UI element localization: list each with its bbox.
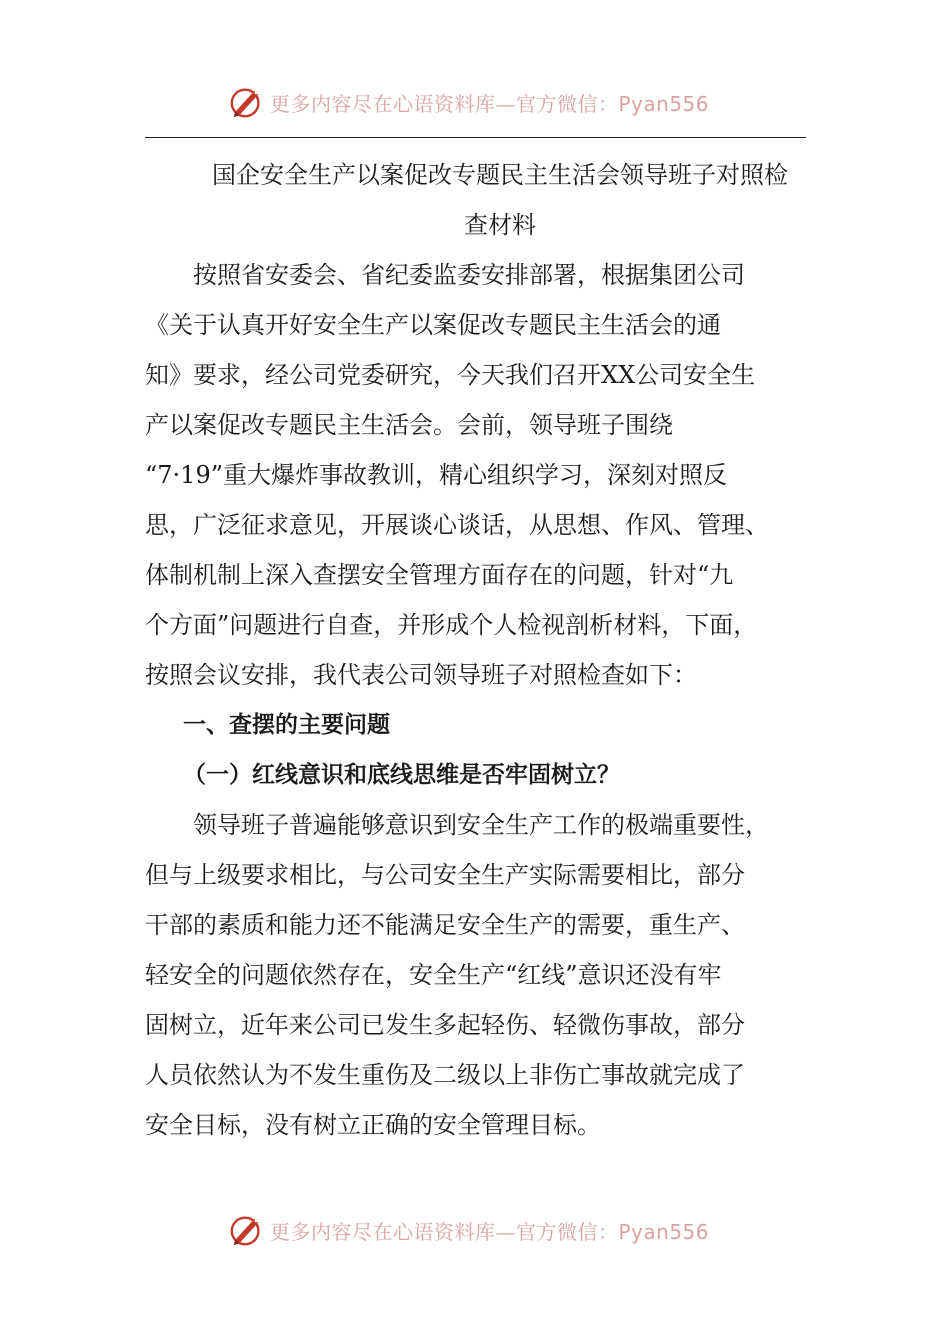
body-line: 轻安全的问题依然存在，安全生产“红线”意识还没有牢 — [145, 961, 722, 989]
subsection-heading: （一）红线意识和底线思维是否牢固树立？ — [183, 762, 620, 788]
footer-brand — [228, 1210, 709, 1250]
intro-line: 按照省安委会、省纪委监委安排部署，根据集团公司 — [193, 261, 745, 289]
intro-line: 体制机制上深入查摆安全管理方面存在的问题，针对“九 — [145, 561, 734, 589]
intro-line: 个方面”问题进行自查，并形成个人检视剖析材料，下面， — [145, 611, 758, 639]
title-line-1: 国企安全生产以案促改专题民主生活会领导班子对照检 — [212, 161, 788, 189]
body-line: 领导班子普遍能够意识到安全生产工作的极端重要性， — [193, 811, 769, 839]
intro-line: 按照会议安排，我代表公司领导班子对照检查如下： — [145, 661, 697, 689]
title-line-2: 查材料 — [464, 211, 536, 239]
intro-line: 思，广泛征求意见，开展谈心谈话，从思想、作风、管理、 — [145, 511, 769, 539]
intro-line: “7·19”重大爆炸事故教训，精心组织学习，深刻对照反 — [145, 461, 727, 489]
document-body — [145, 150, 810, 1150]
wechat-id: Pyan556 — [618, 1219, 710, 1244]
body-line: 干部的素质和能力还不能满足安全生产的需要，重生产、 — [145, 911, 745, 939]
intro-paragraph — [145, 250, 810, 700]
document-title — [145, 150, 810, 250]
body-line: 但与上级要求相比，与公司安全生产实际需要相比，部分 — [145, 861, 745, 889]
header-brand — [228, 82, 709, 122]
body-paragraph — [145, 800, 810, 1150]
pen-logo-icon — [228, 1211, 266, 1249]
pen-logo-icon — [228, 83, 266, 121]
intro-line: 《关于认真开好安全生产以案促改专题民主生活会的通 — [145, 311, 721, 339]
body-line: 安全目标，没有树立正确的安全管理目标。 — [145, 1111, 601, 1139]
body-line: 人员依然认为不发生重伤及二级以上非伤亡事故就完成了 — [145, 1061, 745, 1089]
section-heading: 一、查摆的主要问题 — [183, 712, 390, 738]
brand-text: 更多内容尽在心语资料库—官方微信：Pyan556 — [270, 1219, 710, 1244]
body-line: 固树立，近年来公司已发生多起轻伤、轻微伤事故，部分 — [145, 1011, 745, 1039]
wechat-id: Pyan556 — [618, 91, 710, 116]
header-rule — [145, 137, 806, 138]
intro-line: 知》要求，经公司党委研究，今天我们召开XX公司安全生 — [145, 361, 756, 389]
intro-line: 产以案促改专题民主生活会。会前，领导班子围绕 — [145, 411, 673, 439]
brand-text: 更多内容尽在心语资料库—官方微信：Pyan556 — [270, 91, 710, 116]
